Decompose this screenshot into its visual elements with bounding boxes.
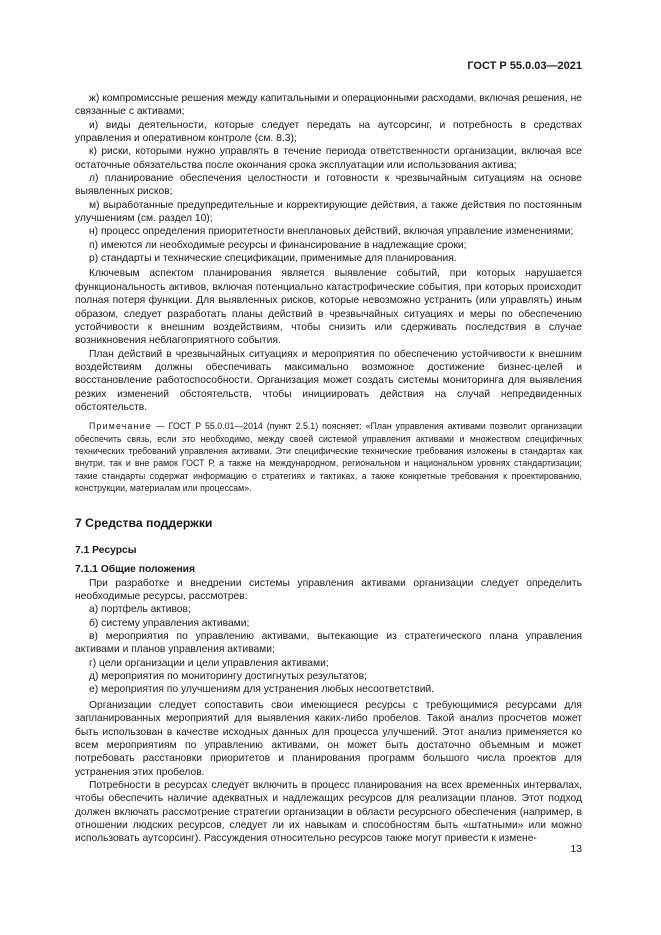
list-item: а) портфель активов; <box>89 604 191 616</box>
clause-number: 7.1.1 <box>75 564 98 576</box>
page-number: 13 <box>570 844 582 855</box>
document-code: ГОСТ Р 55.0.03—2021 <box>467 60 582 72</box>
list-item: г) цели организации и цели управления активами; <box>89 657 329 669</box>
list-item: р) стандарты и технические спецификации, применимые для планирования. <box>89 253 457 265</box>
paragraph: Организации следует сопоставить свои имеющиеся ресурсы с требующимися ресурсами для запланированных мероприятий для выявления каких-либо пробелов. Такой анализ просчетов может быть использован в качестве исходных данных для процесса улучшений. Этот анализ применяется ко всем мероприятиям по управлению активами, он может быть достаточно объемным и может потребовать расстановки приоритетов и планирования программ большого числа проектов для устранения этих пробелов. <box>75 699 582 778</box>
paragraph: При разработке и внедрении системы управления активами организации следует определить необходимые ресурсы, рассмотрев: <box>75 577 582 603</box>
clause-title: Общие положения <box>100 564 196 576</box>
list-item: б) систему управления активами; <box>89 617 250 629</box>
list-item: н) процесс определения приоритетности внеплановых действий, включая управление изменениями; <box>89 226 574 238</box>
section-heading: 7 Средства поддержки <box>75 515 213 530</box>
list-item: л) планирование обеспечения целостности и готовности к чрезвычайным ситуациям на основе выявленных рисков; <box>75 173 582 198</box>
page-body <box>75 92 582 846</box>
list-item: ж) компромиссные решения между капитальными и операционными расходами, включая решения, не связанные с активами; <box>75 93 582 118</box>
list-item: в) мероприятия по управлению активами, вытекающие из стратегического плана управления активами и планов управления активами; <box>75 631 582 656</box>
list-item: д) мероприятия по мониторингу достигнутых результатов; <box>89 671 367 683</box>
note-label: Примечание <box>89 421 152 432</box>
list-item: к) риски, которыми нужно управлять в течение периода ответственности организации, включая все остаточные обязательства после окончания срока эксплуатации или использования актива; <box>75 146 582 171</box>
list-item: е) мероприятия по улучшениям для устранения любых несоответствий. <box>89 684 435 696</box>
list-item: м) выработанные предупредительные и корректирующие действия, а также действия по постоянным улучшениям (см. раздел 10); <box>75 199 582 225</box>
note-text: — ГОСТ Р 55.0.01—2014 (пункт 2.5.1) поясняет: «План управления активами позволит организации обеспечить связь, если это необходимо, между своей системой управления активами и множеством специфичных технических требований управления активами. Эти специфические технические требования изложены в стандартах как внутри, так и вне рамок ГОСТ Р, а также на международном, региональном и национальном уровнях стандартизации; такие стандарты содержат информацию о стратегиях и тактиках, а также конкретные требования к проектированию, конструкции, материалам или процессам». <box>75 421 582 494</box>
paragraph: Потребности в ресурсах следует включить в процесс планирования на всех временны́х интервалах, чтобы обеспечить наличие адекватных и надлежащих ресурсов для реализации планов. Этот подход должен включать рассмотрение стратегии организации в области ресурсного обеспечения (например, в отношении людских ресурсов, следует ли их навыкам и способностям быть «штатными» или можно использовать аутсорсинг). Рассуждения относительно ресурсов также могут привести к измене- <box>75 779 582 845</box>
note-paragraph <box>75 420 582 494</box>
list-item: п) имеются ли необходимые ресурсы и финансирование в надлежащие сроки; <box>89 239 467 251</box>
clause-heading <box>75 563 582 576</box>
list-item: и) виды деятельности, которые следует передать на аутсорсинг, и потребность в средствах управления и оперативном контроле (см. 8.3); <box>75 119 582 145</box>
subsection-heading: 7.1 Ресурсы <box>75 545 137 557</box>
paragraph: Ключевым аспектом планирования является выявление событий, при которых нарушается функциональность активов, включая потенциально катастрофические события, при которых происходит полная потеря функции. Для выявленных рисков, которые невозможно устранить (или управлять) иным образом, следует разработать планы действий в чрезвычайных ситуациях и меры по обеспечению устойчивости к внешним воздействиям, чтобы снизить или сдерживать последствия в случае возникновения неблагоприятного события. <box>75 268 582 347</box>
paragraph: План действий в чрезвычайных ситуациях и мероприятия по обеспечению устойчивости к внешним воздействиям должны обеспечивать максимально возможное достижение бизнес-целей и восстановление работоспособности. Организация может создать системы мониторинга для выявления резких изменений обстоятельств, чтобы инициировать действия на случай непредвиденных обстоятельств. <box>75 348 582 413</box>
